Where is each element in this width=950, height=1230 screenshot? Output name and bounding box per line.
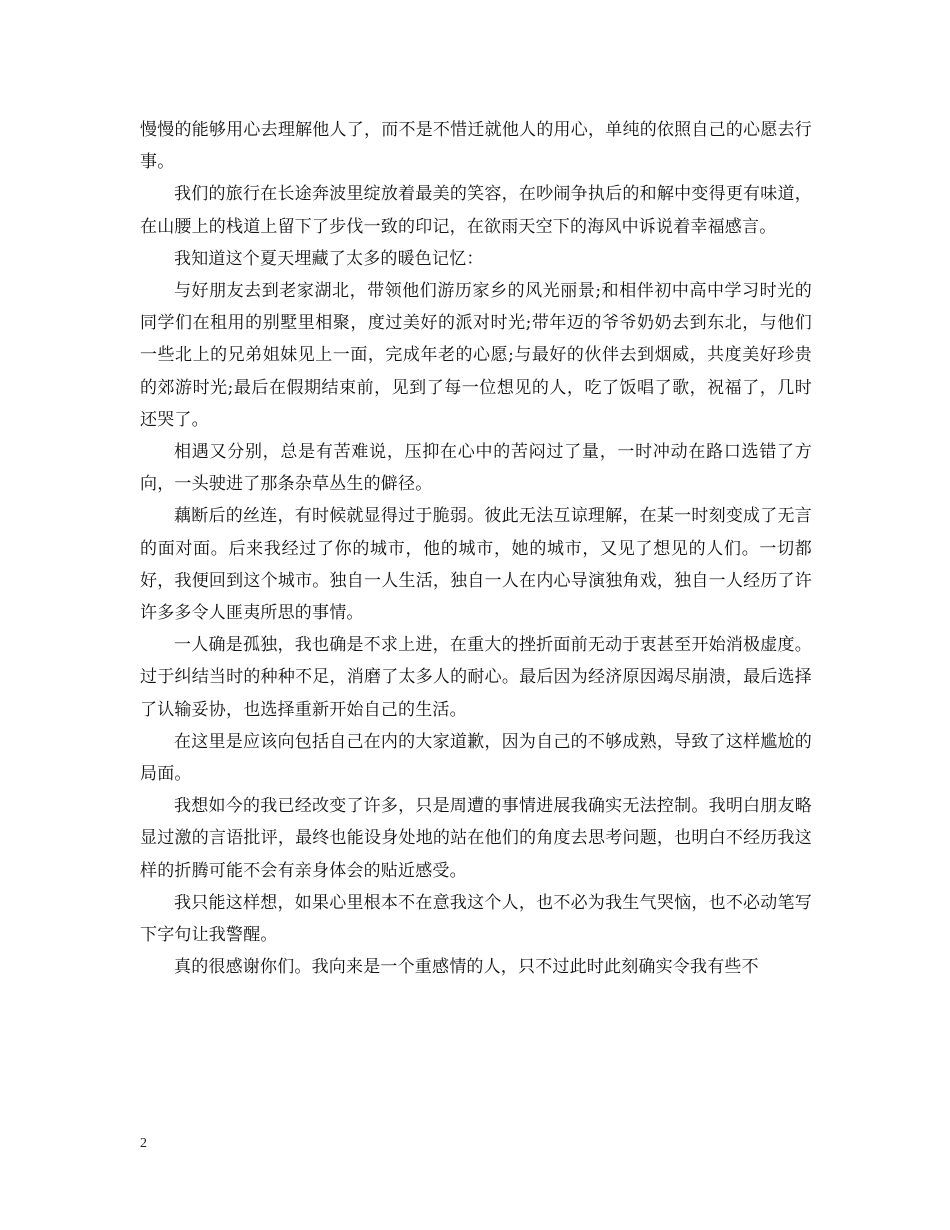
paragraph: 我只能这样想，如果心里根本不在意我这个人，也不必为我生气哭恼，也不必动笔写下字句让我警醒。 (140, 892, 812, 946)
paragraph: 真的很感谢你们。我向来是一个重感情的人，只不过此时此刻确实令我有些不 (174, 957, 759, 978)
page-number: 2 (140, 1136, 147, 1151)
paragraph: 藕断后的丝连，有时候就显得过于脆弱。彼此无法互谅理解，在某一时刻变成了无言的面对面。后来我经过了你的城市，他的城市，她的城市，又见了想见的人们。一切都好，我便回到这个城市。独自一人生活，独自一人在内心导演独角戏，独自一人经历了许许多多令人匪夷所思的事情。 (140, 506, 812, 624)
paragraph: 我们的旅行在长途奔波里绽放着最美的笑容，在吵闹争执后的和解中变得更有味道，在山腰上的栈道上留下了步伐一致的印记，在欲雨天空下的海风中诉说着幸福感言。 (140, 184, 812, 237)
paragraph: 相遇又分别，总是有苦难说，压抑在心中的苦闷过了量，一时冲动在路口选错了方向，一头驶进了那条杂草丛生的僻径。 (140, 442, 812, 495)
paragraph: 慢慢的能够用心去理解他人了，而不是不惜迁就他人的用心，单纯的依照自己的心愿去行事。 (140, 120, 812, 173)
paragraph: 我想如今的我已经改变了许多，只是周遭的事情进展我确实无法控制。我明白朋友略显过激的言语批评，最终也能设身处地的站在他们的角度去思考问题，也明白不经历我这样的折腾可能不会有亲身体会的贴近感受。 (140, 796, 812, 881)
body-text (140, 114, 812, 983)
paragraph: 我知道这个夏天埋藏了太多的暖色记忆： (174, 248, 484, 269)
paragraph: 与好朋友去到老家湖北，带领他们游历家乡的风光丽景;和相伴初中高中学习时光的同学们在租用的别墅里相聚，度过美好的派对时光;带年迈的爷爷奶奶去到东北，与他们一些北上的兄弟姐妹见上一面，完成年老的心愿;与最好的伙伴去到烟威，共度美好珍贵的郊游时光;最后在假期结束前，见到了每一位想见的人，吃了饭唱了歌，祝福了，几时还哭了。 (140, 281, 812, 430)
paragraph: 在这里是应该向包括自己在内的大家道歉，因为自己的不够成熟，导致了这样尴尬的局面。 (140, 731, 812, 785)
paragraph: 一人确是孤独，我也确是不求上进，在重大的挫折面前无动于衷甚至开始消极虚度。过于纠结当时的种种不足，消磨了太多人的耐心。最后因为经济原因竭尽崩溃，最后选择了认输妥协，也选择重新开始自己的生活。 (140, 635, 812, 720)
